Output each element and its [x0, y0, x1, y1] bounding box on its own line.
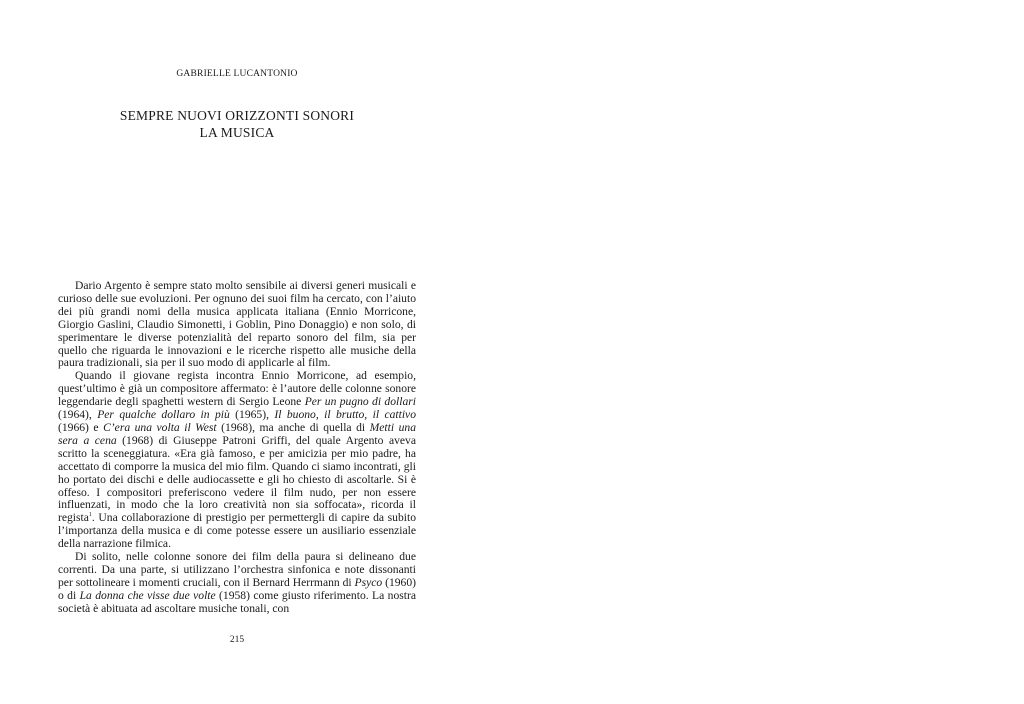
text-run: (1968) di Giuseppe Patroni Griffi, del quale Argento aveva scritto la sceneggiatura. «Era già famoso, e per amicizia per mio padre, ha accettato di comporre la musica del mio film. Quando ci siamo incontrati, gli ho portato dei dischi e delle audiocassette e gli ho chiesto di ascoltarle. Si è offeso. I compositori preferiscono vedere il film nudo, per non essere influenzati, in modo che la loro creatività non sia soffocata», ricorda il regista — [58, 433, 416, 525]
chapter-title-line-2: LA MUSICA — [199, 125, 275, 140]
text-run: . Una collaborazione di prestigio per permettergli di capire da subito l’importanza della musica e di come potesse essere un ausiliario essenziale della narrazione filmica. — [58, 511, 416, 551]
text-run: (1964), — [58, 408, 98, 422]
film-title: Metti una sera a cena — [58, 420, 416, 447]
film-title: Il buono, il brutto, il cattivo — [274, 408, 416, 422]
paragraph-3 — [58, 551, 416, 616]
film-title: Psyco — [354, 575, 383, 589]
film-title: C’era una volta il West — [103, 420, 217, 434]
text-run: (1966) e — [58, 420, 104, 434]
film-title: La donna che visse due volte — [79, 588, 216, 602]
text-run: (1968), ma anche di quella di — [216, 420, 370, 434]
chapter-title — [58, 107, 416, 141]
text-run: (1965), — [229, 408, 275, 422]
text-run: (1960) o di — [58, 575, 417, 602]
footnote-marker: 1 — [88, 512, 92, 519]
chapter-title-line-1: SEMPRE NUOVI ORIZZONTI SONORI — [119, 108, 355, 123]
paragraph-1: Dario Argento è sempre stato molto sensibile ai diversi generi musicali e curioso delle sue evoluzioni. Per ognuno dei suoi film ha cercato, con l’aiuto dei più grandi nomi della musica applicata italiana (Ennio Morricone, Giorgio Gaslini, Claudio Simonetti, i Goblin, Pino Donaggio) e non solo, di sperimentare le diverse potenzialità del reparto sonoro del film, sia per quello che riguarda le innovazioni e le ricerche rispetto alle musiche della paura tradizionali, sia per il suo modo di applicarle al film. — [58, 279, 416, 370]
film-title: Per qualche dollaro in più — [97, 408, 230, 422]
text-run: Di solito, nelle colonne sonore dei film della paura si delineano due correnti. Da una parte, si utilizzano l’orchestra sinfonica e note dissonanti per sottolineare i momenti cruciali, con il Bernard Herrmann di — [58, 550, 416, 589]
text-run: Quando il giovane regista incontra Ennio Morricone, ad esempio, quest’ultimo è già un compositore affermato: è l’autore delle colonne sonore leggendarie degli spaghetti western di Sergio Leone — [58, 369, 416, 409]
page-number: 215 — [229, 635, 245, 645]
body-text — [58, 280, 416, 616]
film-title: Per un pugno di dollari — [304, 395, 416, 409]
text-run: (1958) come giusto riferimento. La nostra società è abituata ad ascoltare musiche tonali, con — [58, 588, 416, 615]
running-head-author: GABRIELLE LUCANTONIO — [176, 69, 298, 79]
paragraph-2 — [58, 370, 416, 551]
